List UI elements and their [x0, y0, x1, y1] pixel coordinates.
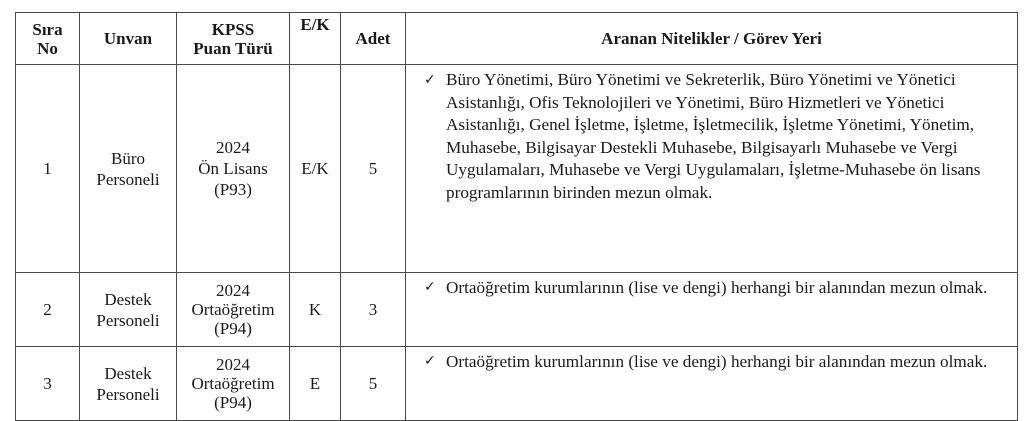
table-header-row [16, 13, 1018, 65]
cell-sira-no: 1 [16, 65, 80, 273]
cell-adet: 5 [341, 65, 406, 273]
cell-unvan-line: Personeli [96, 169, 160, 189]
cell-unvan [80, 273, 177, 347]
checkmark-icon: ✓ [424, 353, 436, 369]
cell-sira-no: 2 [16, 273, 80, 347]
nitelikler-text: Büro Yönetimi, Büro Yönetimi ve Sekreterlik, Büro Yönetimi ve Yönetici Asistanlığı, Ofis Teknolojileri ve Yönetimi, Büro Hizmetleri ve Yönetici Asistanlığı, Genel İşletme, İşletme, İşletmecilik, İşletme Yönetimi, Yönetim, Muhasebe, Bilgisayar Destekli Muhasebe, Bilgisayarlı Muhasebe ve Vergi Uygulamaları, Muhasebe ve Vergi Uygulamaları, İşletme-Muhasebe ön lisans programlarının birinden mezun olmak. [446, 70, 981, 202]
cell-kpss-line: 2024 [216, 281, 250, 300]
cell-unvan-line: Destek [104, 289, 152, 309]
header-unvan: Unvan [80, 13, 177, 65]
cell-kpss-line: (P94) [214, 393, 252, 412]
cell-unvan-line: Personeli [96, 384, 160, 404]
header-kpss-line1: KPSS [211, 19, 255, 39]
cell-kpss-line: 2024 [216, 138, 250, 157]
table-row [16, 273, 1018, 347]
cell-sira-no: 3 [16, 347, 80, 421]
cell-kpss [177, 273, 290, 347]
checkmark-icon: ✓ [424, 279, 436, 295]
job-positions-table [15, 12, 1018, 421]
cell-nitelikler [406, 65, 1018, 273]
header-adet: Adet [341, 13, 406, 65]
cell-unvan-line: Personeli [96, 310, 160, 330]
cell-unvan-line: Büro [111, 148, 145, 168]
cell-unvan [80, 347, 177, 421]
nitelikler-text: Ortaöğretim kurumlarının (lise ve dengi) herhangi bir alanından mezun olmak. [446, 352, 988, 371]
cell-kpss-line: Ortaöğretim [191, 374, 275, 393]
table-row [16, 347, 1018, 421]
header-sira-no-line1: Sıra [32, 19, 63, 39]
header-kpss-line2: Puan Türü [193, 38, 273, 58]
cell-adet: 3 [341, 273, 406, 347]
job-positions-table-container [15, 12, 1018, 421]
header-nitelikler: Aranan Nitelikler / Görev Yeri [406, 13, 1018, 65]
table-row [16, 65, 1018, 273]
cell-kpss [177, 347, 290, 421]
cell-kpss-line: 2024 [216, 355, 250, 374]
cell-ek: E [290, 347, 341, 421]
checkmark-icon: ✓ [424, 72, 436, 88]
cell-nitelikler [406, 347, 1018, 421]
cell-ek: K [290, 273, 341, 347]
cell-unvan [80, 65, 177, 273]
cell-kpss-line: Ortaöğretim [191, 300, 275, 319]
header-ek: E/K [290, 13, 341, 65]
cell-kpss [177, 65, 290, 273]
cell-nitelikler [406, 273, 1018, 347]
header-sira-no-line2: No [37, 38, 58, 58]
cell-ek: E/K [290, 65, 341, 273]
cell-adet: 5 [341, 347, 406, 421]
nitelikler-text: Ortaöğretim kurumlarının (lise ve dengi) herhangi bir alanından mezun olmak. [446, 278, 988, 297]
header-sira-no [16, 13, 80, 65]
cell-kpss-line: (P94) [214, 319, 252, 338]
cell-kpss-line: (P93) [214, 180, 252, 199]
cell-unvan-line: Destek [104, 363, 152, 383]
header-kpss-puan-turu [177, 13, 290, 65]
cell-kpss-line: Ön Lisans [198, 159, 268, 178]
